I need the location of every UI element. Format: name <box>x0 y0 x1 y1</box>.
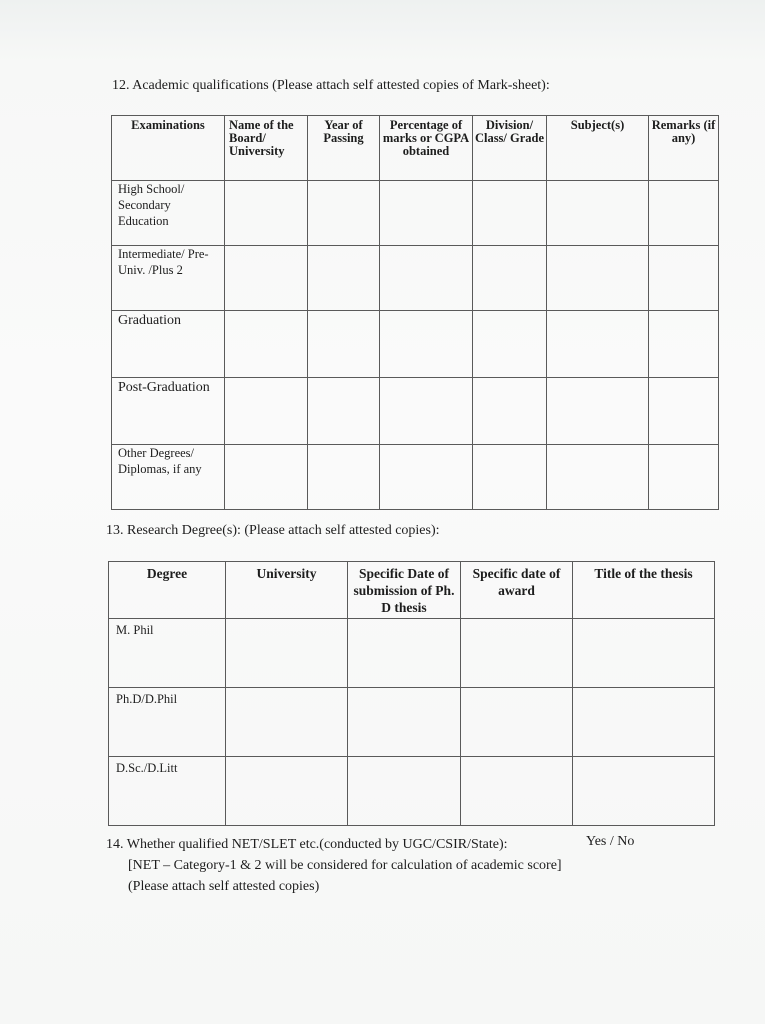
q12-title: 12. Academic qualifications (Please attach self attested copies of Mark-sheet): <box>112 78 550 93</box>
cell-input[interactable] <box>348 619 461 688</box>
row-label-phd: Ph.D/D.Phil <box>109 688 226 757</box>
header-year-of-passing: Year of Passing <box>308 116 380 181</box>
cell-input[interactable] <box>649 378 719 445</box>
cell-input[interactable] <box>473 445 547 510</box>
cell-input[interactable] <box>547 181 649 246</box>
table-header-row <box>112 116 719 181</box>
q14-note: [NET – Category-1 & 2 will be considered for calculation of academic score] <box>128 858 562 873</box>
cell-input[interactable] <box>573 688 715 757</box>
cell-input[interactable] <box>573 757 715 826</box>
header-division: Division/ Class/ Grade <box>473 116 547 181</box>
table-row <box>109 757 715 826</box>
cell-input[interactable] <box>380 246 473 311</box>
cell-input[interactable] <box>380 445 473 510</box>
row-label-other-degrees: Other Degrees/ Diplomas, if any <box>112 445 225 510</box>
table-row <box>109 688 715 757</box>
research-degrees-table <box>108 561 715 826</box>
cell-input[interactable] <box>225 378 308 445</box>
cell-input[interactable] <box>547 378 649 445</box>
table-row <box>112 445 719 510</box>
cell-input[interactable] <box>649 445 719 510</box>
table-row <box>109 619 715 688</box>
q14-question: 14. Whether qualified NET/SLET etc.(conducted by UGC/CSIR/State): <box>106 837 508 852</box>
cell-input[interactable] <box>308 181 380 246</box>
row-label-high-school: High School/ Secondary Education <box>112 181 225 246</box>
row-label-mphil: M. Phil <box>109 619 226 688</box>
row-label-intermediate: Intermediate/ Pre-Univ. /Plus 2 <box>112 246 225 311</box>
table-row <box>112 246 719 311</box>
row-label-dsc: D.Sc./D.Litt <box>109 757 226 826</box>
cell-input[interactable] <box>473 311 547 378</box>
cell-input[interactable] <box>225 445 308 510</box>
q14-block <box>106 834 562 897</box>
cell-input[interactable] <box>225 181 308 246</box>
cell-input[interactable] <box>226 619 348 688</box>
cell-input[interactable] <box>473 181 547 246</box>
header-board-university: Name of the Board/ University <box>225 116 308 181</box>
q14-attach-note: (Please attach self attested copies) <box>128 879 320 894</box>
cell-input[interactable] <box>226 688 348 757</box>
cell-input[interactable] <box>348 688 461 757</box>
cell-input[interactable] <box>225 311 308 378</box>
cell-input[interactable] <box>308 378 380 445</box>
table-row <box>112 311 719 378</box>
row-label-post-graduation: Post-Graduation <box>112 378 225 445</box>
cell-input[interactable] <box>348 757 461 826</box>
cell-input[interactable] <box>380 378 473 445</box>
header-degree: Degree <box>109 562 226 619</box>
cell-input[interactable] <box>461 619 573 688</box>
header-percentage: Percentage of marks or CGPA obtained <box>380 116 473 181</box>
cell-input[interactable] <box>649 311 719 378</box>
header-date-of-award: Specific date of award <box>461 562 573 619</box>
cell-input[interactable] <box>226 757 348 826</box>
cell-input[interactable] <box>461 688 573 757</box>
header-examinations: Examinations <box>112 116 225 181</box>
cell-input[interactable] <box>225 246 308 311</box>
table-row <box>112 181 719 246</box>
table-row <box>112 378 719 445</box>
cell-input[interactable] <box>308 311 380 378</box>
cell-input[interactable] <box>547 311 649 378</box>
cell-input[interactable] <box>380 181 473 246</box>
cell-input[interactable] <box>461 757 573 826</box>
header-thesis-title: Title of the thesis <box>573 562 715 619</box>
academic-qualifications-table <box>111 115 719 510</box>
q13-title: 13. Research Degree(s): (Please attach self attested copies): <box>106 523 440 538</box>
cell-input[interactable] <box>649 181 719 246</box>
header-date-of-submission: Specific Date of submission of Ph. D thesis <box>348 562 461 619</box>
row-label-graduation: Graduation <box>112 311 225 378</box>
header-university: University <box>226 562 348 619</box>
cell-input[interactable] <box>547 246 649 311</box>
cell-input[interactable] <box>380 311 473 378</box>
cell-input[interactable] <box>649 246 719 311</box>
table-header-row <box>109 562 715 619</box>
header-subjects: Subject(s) <box>547 116 649 181</box>
cell-input[interactable] <box>473 246 547 311</box>
header-remarks: Remarks (if any) <box>649 116 719 181</box>
yes-no-option[interactable]: Yes / No <box>586 834 635 849</box>
cell-input[interactable] <box>547 445 649 510</box>
cell-input[interactable] <box>308 445 380 510</box>
cell-input[interactable] <box>573 619 715 688</box>
cell-input[interactable] <box>473 378 547 445</box>
cell-input[interactable] <box>308 246 380 311</box>
